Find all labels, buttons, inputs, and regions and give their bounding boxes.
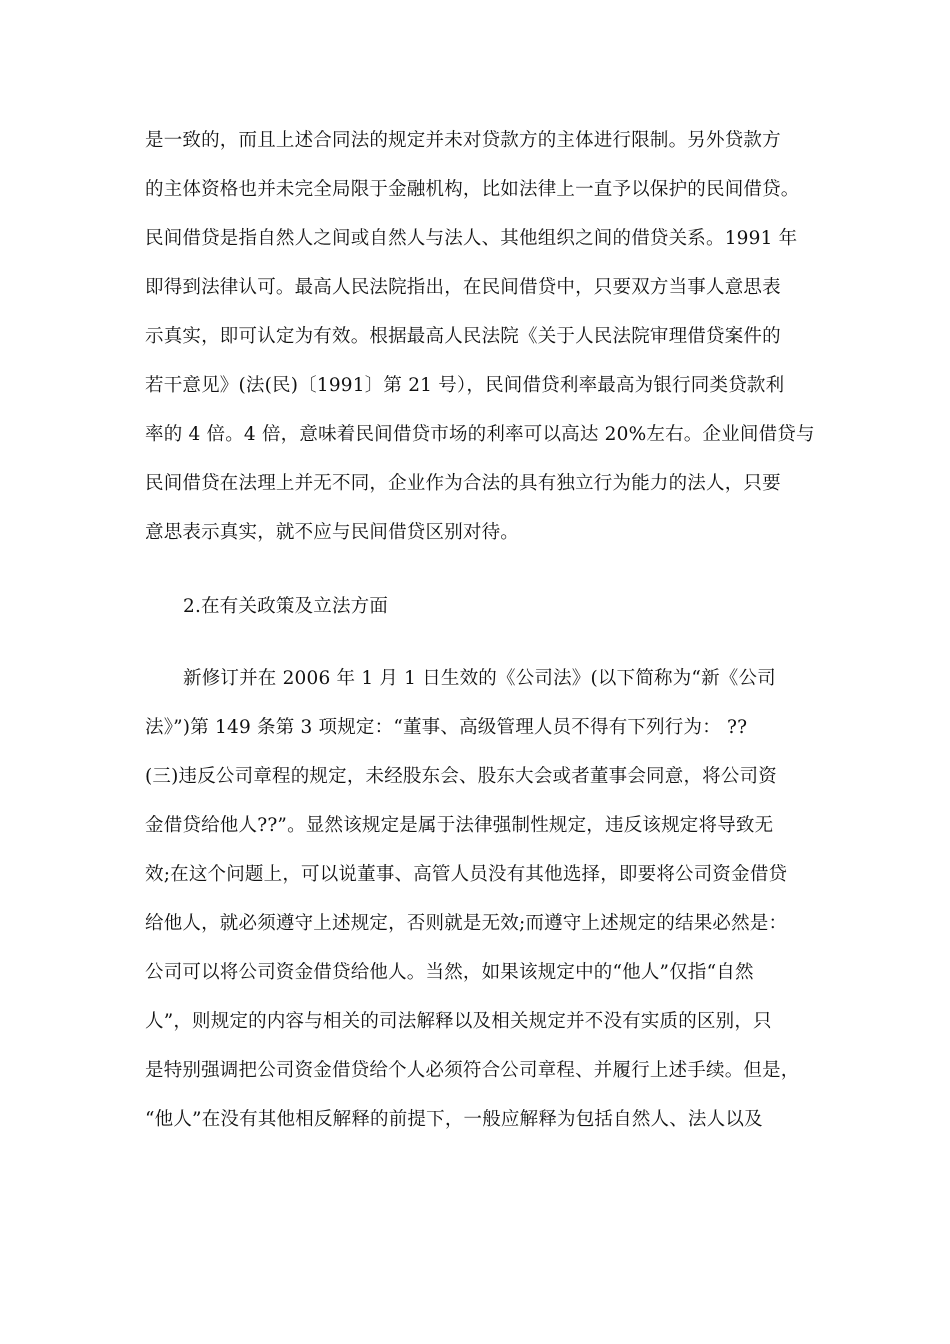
paragraph-line: 人”，则规定的内容与相关的司法解释以及相关规定并不没有实质的区别，只 (145, 1011, 772, 1032)
paragraph-line: “他人”在没有其他相反解释的前提下，一般应解释为包括自然人、法人以及 (145, 1109, 763, 1130)
paragraph-line: 若干意见》(法(民)〔1991〕第 21 号），民间借贷利率最高为银行同类贷款利 (145, 375, 785, 396)
paragraph-line: 意思表示真实，就不应与民间借贷区别对待。 (145, 522, 520, 543)
paragraph-line: 是一致的，而且上述合同法的规定并未对贷款方的主体进行限制。另外贷款方 (145, 130, 781, 151)
paragraph-line: 公司可以将公司资金借贷给他人。当然，如果该规定中的“他人”仅指“自然 (145, 962, 754, 983)
paragraph-line: (三)违反公司章程的规定，未经股东会、股东大会或者董事会同意，将公司资 (145, 766, 777, 787)
paragraph-line: 给他人，就必须遵守上述规定，否则就是无效;而遵守上述规定的结果必然是： (145, 913, 788, 934)
paragraph-line: 民间借贷在法理上并无不同，企业作为合法的具有独立行为能力的法人，只要 (145, 473, 781, 494)
paragraph-line: 法》”)第 149 条第 3 项规定：“董事、高级管理人员不得有下列行为： ?? (145, 717, 748, 738)
paragraph-line: 效;在这个问题上，可以说董事、高管人员没有其他选择，即要将公司资金借贷 (145, 864, 788, 885)
paragraph-line: 新修订并在 2006 年 1 月 1 日生效的《公司法》(以下简称为“新《公司 (183, 668, 776, 689)
paragraph-line: 金借贷给他人??”。显然该规定是属于法律强制性规定，违反该规定将导致无 (145, 815, 774, 836)
paragraph-line: 民间借贷是指自然人之间或自然人与法人、其他组织之间的借贷关系。1991 年 (145, 228, 798, 249)
section-heading: 2.在有关政策及立法方面 (183, 596, 389, 617)
paragraph-line: 示真实，即可认定为有效。根据最高人民法院《关于人民法院审理借贷案件的 (145, 326, 781, 347)
paragraph-line: 的主体资格也并未完全局限于金融机构，比如法律上一直予以保护的民间借贷。 (145, 179, 800, 200)
paragraph-line: 是特别强调把公司资金借贷给个人必须符合公司章程、并履行上述手续。但是， (145, 1060, 800, 1081)
paragraph-line: 即得到法律认可。最高人民法院指出，在民间借贷中，只要双方当事人意思表 (145, 277, 781, 298)
paragraph-line: 率的 4 倍。4 倍，意味着民间借贷市场的利率可以高达 20%左右。企业间借贷与 (145, 424, 815, 445)
